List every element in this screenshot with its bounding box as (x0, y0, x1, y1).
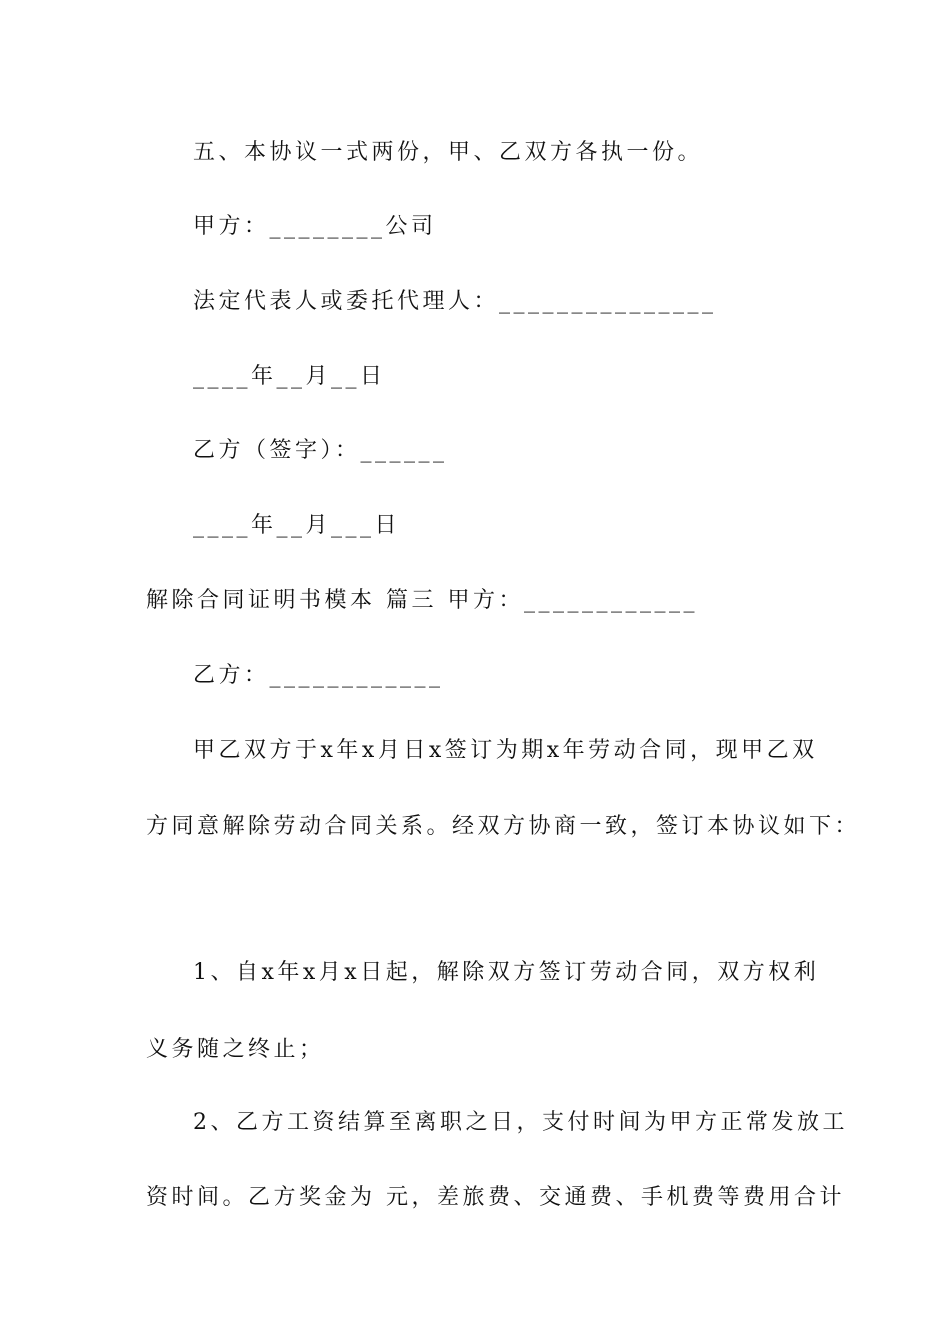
legal-representative: 法定代表人或委托代理人：_______________ (193, 289, 717, 314)
party-a-company: 甲方：________公司 (193, 214, 437, 239)
section-heading: 解除合同证明书模本 篇三 甲方：____________ (146, 588, 698, 613)
clause-five: 五、本协议一式两份，甲、乙双方各执一份。 (193, 140, 704, 165)
paragraph-line: 方同意解除劳动合同关系。经双方协商一致，签订本协议如下： (146, 814, 861, 839)
clause-one-line: 1、自x年x月x日起，解除双方签订劳动合同，双方权利 (193, 960, 820, 985)
party-a-date: ____年__月__日 (193, 364, 386, 389)
party-b-line: 乙方：____________ (193, 663, 444, 688)
clause-two-line: 2、乙方工资结算至离职之日，支付时间为甲方正常发放工 (193, 1110, 848, 1135)
party-b-date: ____年__月___日 (193, 513, 401, 538)
party-b-signature: 乙方（签字）：______ (193, 438, 448, 463)
clause-one-line: 义务随之终止； (146, 1037, 325, 1062)
clause-two-line: 资时间。乙方奖金为 元，差旅费、交通费、手机费等费用合计 (146, 1185, 845, 1210)
paragraph-line: 甲乙双方于x年x月日x签订为期x年劳动合同，现甲乙双 (193, 738, 818, 763)
